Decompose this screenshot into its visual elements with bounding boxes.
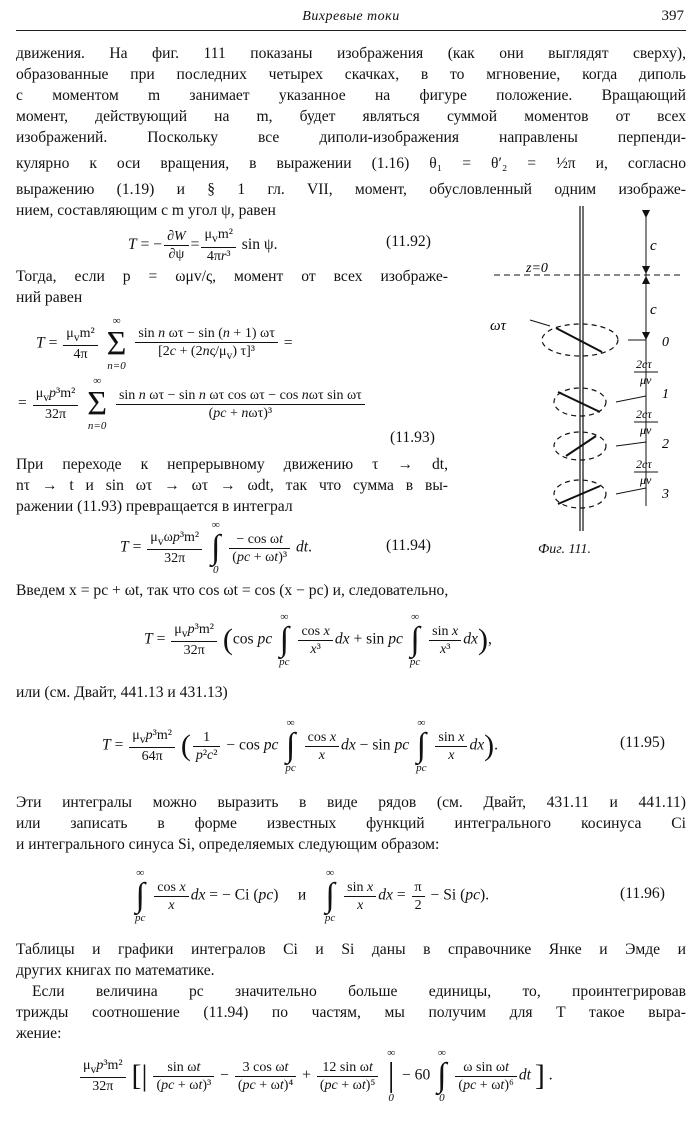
text-line: При переходе к непрерывному движению τ → dt, <box>16 456 448 473</box>
text-line: Введем x = pc + ωt, так что cos ωt = cos (x − pc) и, следовательно, <box>16 582 449 599</box>
page-number: 397 <box>661 8 684 24</box>
text-line: момент, действующий на m, будет являться суммой моментов от всех <box>16 108 686 125</box>
label-frac-den: μv <box>640 373 652 387</box>
equation-number: (11.92) <box>386 233 431 250</box>
label-c-mid: c <box>650 302 657 318</box>
equation-11-93-b: = $\frac{\mu_vp^3m^2}{32\pi}$ ∞ Σ n=0 $\frac{\text{sin n ωτ − sin n ωτ cos ωτ − cos nωτ sin ωτ}}{\text{(pc + nωτ)³}}$ <box>18 376 367 432</box>
equation-final: $\frac{\mu_vp^3m^2}{32\pi}$ [| $\frac{\text{sin ωt}}{\text{(pc + ωt)³}}$ − $\frac{\text{3 cos ωt}}{\text{(pc + ωt)⁴}}$ + $\frac{\text{12 sin ωt}}{\text{(pc + ωt)⁵}}$ ∞ | 0 − 60 ∞ ∫ 0 $\frac{\text{ω sin ωt}}{\text{(pc + ωt)⁶}}$ dt ] . <box>78 1048 553 1104</box>
equation-number: (11.96) <box>620 885 665 902</box>
label-index-3: 3 <box>662 487 669 502</box>
text-line: кулярно к оси вращения, в выражении (1.16) θ₁ = θ′₂ = ½π и, согласно <box>16 155 686 172</box>
label-index-0: 0 <box>662 335 669 350</box>
page-header <box>16 6 686 31</box>
text-line: Если величина pc значительно больше единицы, то, проинтегрировав <box>32 983 686 1000</box>
figure-111-diagram <box>470 206 692 536</box>
text-line: или записать в форме известных функций интегрального косинуса Ci <box>16 815 686 832</box>
text-line: и интегрального синуса Si, определяемых следующим образом: <box>16 836 440 853</box>
text-line: Таблицы и графики интегралов Ci и Si даны в справочнике Янке и Эмде и <box>16 941 686 958</box>
label-omega-tau: ωτ <box>490 318 506 334</box>
label-frac-num: 2cτ <box>636 357 652 371</box>
text-line: или (см. Двайт, 441.13 и 431.13) <box>16 684 228 701</box>
label-frac-num: 2cτ <box>636 407 652 421</box>
text-line: nτ → t и sin ωτ → ωτ → ωdt, так что сумма в вы- <box>16 477 448 494</box>
equation-11-96: ∞ ∫ pc $\frac{\text{cos x}}{x}$ dx = − Ci (pc) и ∞ ∫ pc $\frac{\text{sin x}}{x}$ dx = $\frac{\pi}{2}$ − Si (pc). <box>135 867 490 924</box>
label-index-2: 2 <box>662 437 669 452</box>
text-line: трижды соотношение (11.94) по частям, мы получим для T такое выра- <box>16 1004 686 1021</box>
label-index-1: 1 <box>662 387 669 402</box>
equation-number: (11.93) <box>390 429 435 446</box>
text-line: изображений. Поскольку все диполи-изображения направлены перпенди- <box>16 129 686 146</box>
text-line: образованные при последних четырех скачках, в то мгновение, когда диполь <box>16 66 686 83</box>
equation-integral-split: T = $\frac{\mu_vp^3m^2}{32\pi}$ (cos pc ∞ ∫ pc $\frac{\text{cos x}}{\text{x³}}$ dx + sin pc ∞ ∫ pc $\frac{\text{sin x}}{\text{x³}}$ dx), <box>144 611 492 668</box>
label-z0: z=0 <box>526 261 548 276</box>
equation-11-94: T = $\frac{\mu_v\omega p^3m^2}{32\pi}$ ∞ ∫ 0 $\frac{\text{− cos ωt}}{\text{(pc + ωt)³}}$ dt. <box>120 519 312 576</box>
running-title: Вихревые токи <box>302 9 400 24</box>
figure-caption: Фиг. 111. <box>538 542 591 557</box>
text-line: ний равен <box>16 289 83 306</box>
text-line: других книгах по математике. <box>16 962 215 979</box>
label-frac-den: μv <box>640 423 652 437</box>
label-frac-num: 2cτ <box>636 457 652 471</box>
figure-111 <box>470 206 692 566</box>
text-line: нием, составляющим с m угол ψ, равен <box>16 202 276 219</box>
text-line: с моментом m занимает указанное на фигуре положение. Вращающий <box>16 87 686 104</box>
equation-11-92: T = − $\frac{\partial W}{\partial\psi}$ = $\frac{\mu_vm^2}{\text{4πr³}}$ sin ψ. <box>128 227 278 264</box>
text-line: ражении (11.93) превращается в интеграл <box>16 498 293 515</box>
text-line: Эти интегралы можно выразить в виде рядов (см. Двайт, 431.11 и 441.11) <box>16 794 686 811</box>
text-line: движения. На фиг. 111 показаны изображения (как они выглядят сверху), <box>16 45 686 62</box>
text-line: выражению (1.19) и § 1 гл. VII, момент, обусловленный одним изображе- <box>16 181 686 198</box>
equation-number: (11.94) <box>386 537 431 554</box>
label-c-top: c <box>650 238 657 254</box>
equation-number: (11.95) <box>620 734 665 751</box>
equation-11-95: T = $\frac{\mu_vp^3m^2}{64\pi}$ ( $\frac{1}{\text{p²c²}}$ − cos pc ∞ ∫ pc $\frac{\text{cos x}}{x}$ dx − sin pc ∞ ∫ pc $\frac{\text{sin x}}{x}$ dx). <box>102 717 499 774</box>
label-frac-den: μv <box>640 473 652 487</box>
book-page <box>16 0 686 1125</box>
text-line: Тогда, если p = ωμv/ς, момент от всех изображе- <box>16 268 448 285</box>
equation-11-93-a: T = $\frac{\mu_vm^2}{4\pi}$ ∞ Σ n=0 $\frac{\text{sin n ωτ − sin (n + 1) ωτ}}{[2c + (2n\varsigma/\mu_v) \tau]^3}$ = <box>36 315 293 372</box>
text-line: жение: <box>16 1025 62 1042</box>
